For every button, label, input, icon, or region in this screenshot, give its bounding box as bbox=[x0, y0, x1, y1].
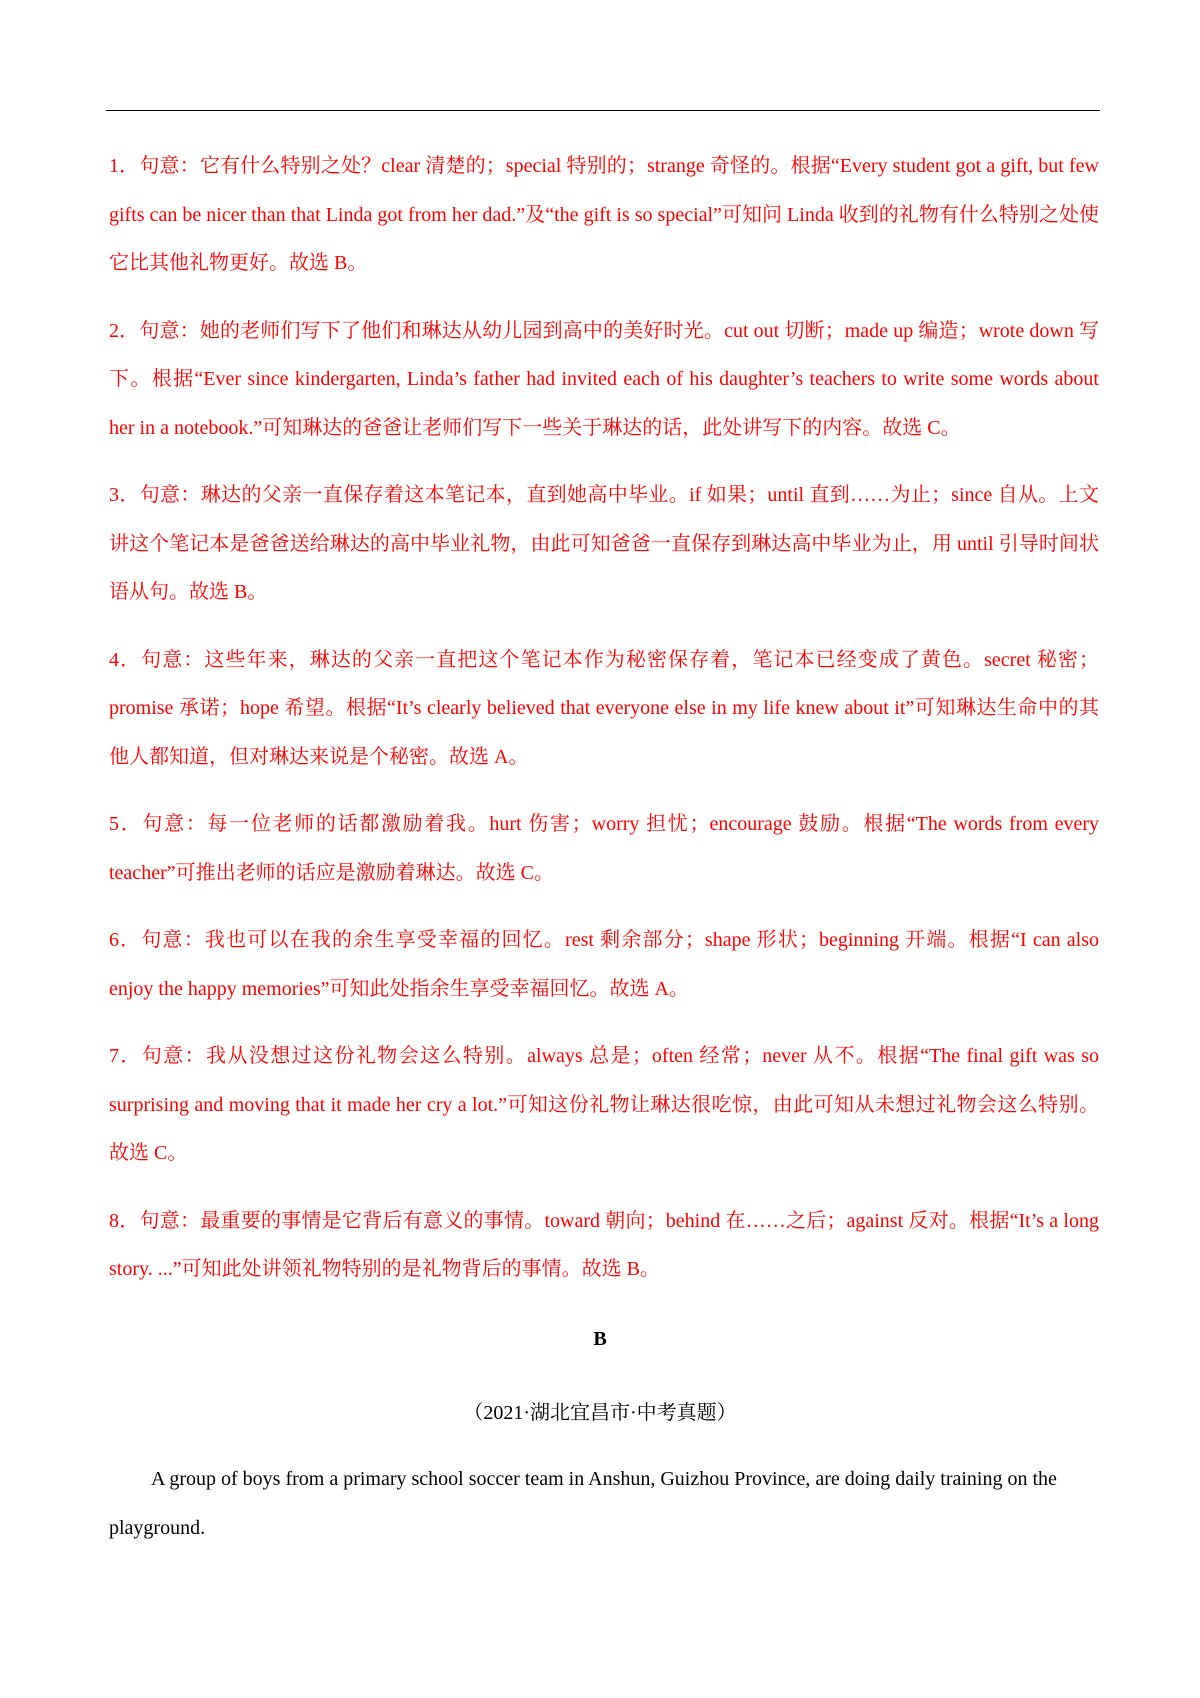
section-source: （2021·湖北宜昌市·中考真题） bbox=[463, 1402, 737, 1424]
top-rule bbox=[106, 110, 1100, 111]
answer-explanation-1: 1．句意：它有什么特别之处？clear 清楚的；special 特别的；strange 奇怪的。根据“Every student got a gift, but few gifts can be nicer than that Linda got from her dad.”及“the gift is so special”可知问 Linda 收到的礼物有什么特别之处使它比其他礼物更好。故选 B。 bbox=[109, 155, 1099, 274]
answer-explanation-2: 2．句意：她的老师们写下了他们和琳达从幼儿园到高中的美好时光。cut out 切断；made up 编造；wrote down 写下。根据“Ever since kindergarten, Linda’s father had invited each of his daughter’s teachers to write some words about her in a notebook.”可知琳达的爸爸让老师们写下一些关于琳达的话，此处讲写下的内容。故选 C。 bbox=[109, 319, 1099, 439]
answer-explanation-8: 8．句意：最重要的事情是它背后有意义的事情。toward 朝向；behind 在……之后；against 反对。根据“It’s a long story. ...”可知此处讲领礼物特别的是礼物背后的事情。故选 B。 bbox=[109, 1209, 1099, 1280]
answer-explanation-7: 7．句意：我从没想过这份礼物会这么特别。always 总是；often 经常；never 从不。根据“The final gift was so surprising and moving that it made her cry a lot.”可知这份礼物让琳达很吃惊，由此可知从未想过礼物会这么特别。故选 C。 bbox=[109, 1045, 1099, 1164]
answer-explanation-6: 6．句意：我也可以在我的余生享受幸福的回忆。rest 剩余部分；shape 形状；beginning 开端。根据“I can also enjoy the happy memories”可知此处指余生享受幸福回忆。故选 A。 bbox=[109, 929, 1099, 1000]
answer-explanations bbox=[109, 142, 1099, 1313]
answer-explanation-4: 4．句意：这些年来，琳达的父亲一直把这个笔记本作为秘密保存着，笔记本已经变成了黄色。secret 秘密；promise 承诺；hope 希望。根据“It’s clearly believed that everyone else in my life knew about it”可知琳达生命中的其他人都知道，但对琳达来说是个秘密。故选 A。 bbox=[109, 648, 1099, 768]
passage-paragraph: A group of boys from a primary school soccer team in Anshun, Guizhou Province, are doing daily training on the playground. bbox=[109, 1468, 1057, 1539]
answer-explanation-5: 5．句意：每一位老师的话都激励着我。hurt 伤害；worry 担忧；encourage 鼓励。根据“The words from every teacher”可推出老师的话应是激励着琳达。故选 C。 bbox=[109, 813, 1099, 884]
answer-explanation-3: 3．句意：琳达的父亲一直保存着这本笔记本，直到她高中毕业。if 如果；until 直到……为止；since 自从。上文讲这个笔记本是爸爸送给琳达的高中毕业礼物，由此可知爸爸一直保存到琳达高中毕业为止，用 until 引导时间状语从句。故选 B。 bbox=[109, 484, 1099, 603]
section-label: B bbox=[593, 1328, 607, 1350]
